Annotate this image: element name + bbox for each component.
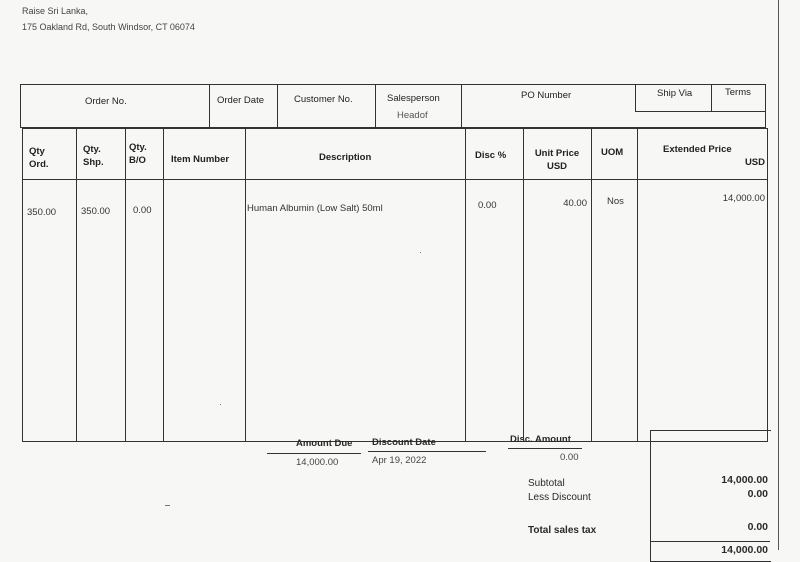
discount-date-label: Discount Date	[372, 437, 436, 448]
header-extended-price-line2: USD	[744, 157, 765, 168]
header-qty-shp-line2: Shp.	[83, 157, 104, 168]
amount-due-value: 14,000.00	[296, 457, 339, 468]
divider	[375, 85, 376, 127]
divider	[277, 85, 278, 127]
scan-speck	[165, 505, 170, 506]
header-unit-price	[523, 147, 591, 173]
ship-via-label: Ship Via	[657, 88, 693, 99]
page-edge	[778, 0, 779, 550]
divider	[245, 129, 246, 441]
header-qty-bo-line1: Qty.	[129, 142, 147, 153]
divider	[76, 129, 77, 441]
header-extended-price	[663, 143, 765, 169]
header-disc: Disc %	[475, 150, 507, 161]
company-address: 175 Oakland Rd, South Windsor, CT 06074	[22, 22, 195, 32]
divider	[635, 111, 765, 112]
less-discount-value: 0.00	[747, 488, 768, 500]
row-qty-shp: 350.00	[81, 206, 111, 217]
amount-due-label: Amount Due	[296, 438, 353, 449]
order-date-label: Order Date	[217, 95, 264, 106]
header-qty-ord	[29, 145, 49, 171]
salesperson-value: Headof	[397, 110, 428, 121]
header-description: Description	[319, 152, 372, 163]
divider	[267, 453, 361, 454]
header-qty-shp	[83, 143, 104, 169]
order-header	[20, 84, 766, 128]
header-qty-ord-line2: Ord.	[29, 159, 49, 170]
discount-date-value: Apr 19, 2022	[372, 455, 427, 466]
row-uom: Nos	[607, 196, 624, 207]
header-uom: UOM	[601, 147, 624, 158]
divider	[650, 541, 770, 542]
divider	[591, 129, 592, 441]
row-description: Human Albumin (Low Salt) 50ml	[247, 203, 383, 214]
subtotal-value: 14,000.00	[721, 474, 768, 486]
line-items-table	[22, 128, 768, 442]
divider	[163, 129, 164, 441]
divider	[635, 85, 636, 111]
less-discount-label: Less Discount	[528, 492, 591, 503]
header-qty-shp-line1: Qty.	[83, 144, 101, 155]
disc-amount-value: 0.00	[560, 452, 579, 463]
scan-speck	[220, 404, 221, 405]
header-extended-price-line1: Extended Price	[663, 144, 732, 155]
row-unit-price: 40.00	[563, 198, 587, 209]
po-number-label: PO Number	[521, 90, 572, 101]
header-unit-price-line1: Unit Price	[534, 148, 580, 159]
divider	[465, 129, 466, 441]
divider	[637, 129, 638, 441]
divider	[461, 85, 462, 127]
customer-no-label: Customer No.	[294, 94, 353, 105]
divider	[125, 129, 126, 441]
header-item-number: Item Number	[171, 154, 230, 165]
total-tax-label: Total sales tax	[528, 525, 597, 536]
company-name: Raise Sri Lanka,	[22, 6, 89, 16]
divider	[23, 179, 767, 180]
divider	[523, 129, 524, 441]
divider	[368, 451, 486, 452]
header-qty-bo-line2: B/O	[129, 155, 146, 166]
header-unit-price-line2: USD	[546, 161, 568, 172]
grand-total-value: 14,000.00	[721, 544, 768, 556]
terms-label: Terms	[725, 87, 751, 98]
salesperson-label: Salesperson	[387, 93, 440, 104]
divider	[711, 85, 712, 111]
header-qty-ord-line1: Qty	[29, 146, 45, 157]
row-disc: 0.00	[478, 200, 497, 211]
order-no-label: Order No.	[85, 96, 127, 107]
row-qty-ord: 350.00	[27, 207, 57, 218]
total-tax-value: 0.00	[747, 521, 768, 533]
row-extended-price: 14,000.00	[722, 193, 765, 204]
scan-speck	[420, 252, 421, 253]
row-qty-bo: 0.00	[133, 205, 152, 216]
disc-amount-label: Disc. Amount	[510, 434, 571, 445]
header-qty-bo	[129, 141, 147, 167]
divider	[209, 85, 210, 127]
divider	[508, 448, 582, 449]
subtotal-label: Subtotal	[528, 478, 565, 489]
